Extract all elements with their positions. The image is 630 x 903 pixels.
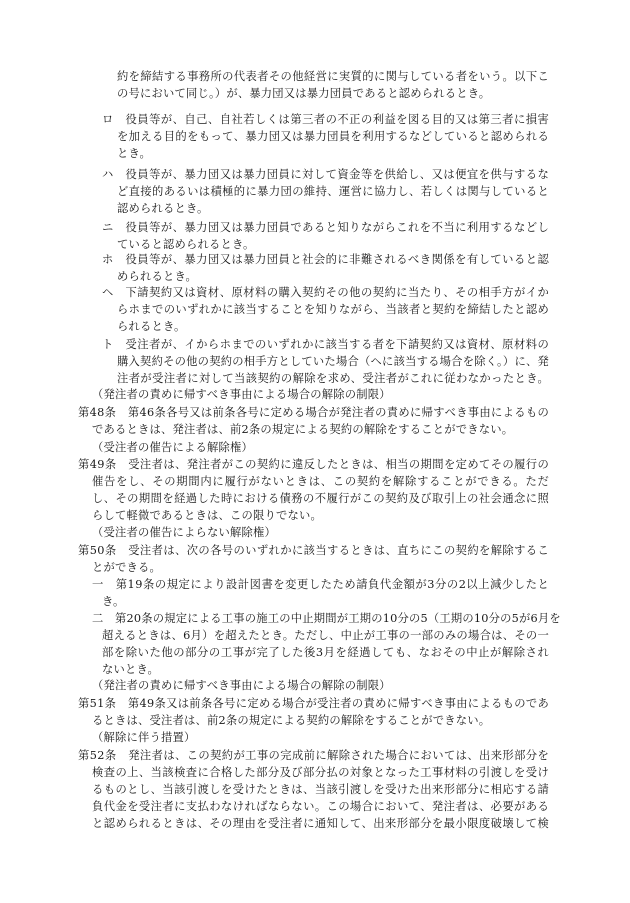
text-line: ど直接的あるいは積極的に暴力団の維持、運営に協力し、若しくは関与していると <box>117 185 550 198</box>
text-line: ないとき。 <box>102 663 160 676</box>
text-line: 第48条 第46条各号又は前条各号に定める場合が発注者の責めに帰すべき事由によるもの <box>78 406 550 419</box>
text-line: るときは、受注者は、前2条の規定による契約の解除をすることができない。 <box>92 714 491 727</box>
text-line: 注者が受注者に対して当該契約の解除を求め、受注者がこれに従わなかったとき。 <box>117 372 550 385</box>
text-line: と認められるときは、その理由を受注者に通知して、出来形部分を最小限度破壊して検 <box>92 817 550 830</box>
text-line: られるとき。 <box>117 320 186 333</box>
text-line: らして軽微であるときは、この限りでない。 <box>92 509 322 522</box>
text-line: （発注者の責めに帰すべき事由による場合の解除の制限） <box>92 679 391 692</box>
text-line: 超えるときは、6月）を超えたとき。ただし、中止が工事の一部のみの場合は、その一 <box>102 629 550 642</box>
text-line: 検査の上、当該検査に合格した部分及び部分払の対象となった工事材料の引渡しを受け <box>92 766 550 779</box>
text-line: ハ 役員等が、暴力団又は暴力団員に対して資金等を供給し、又は便宜を供与するな <box>102 168 550 181</box>
text-line: であるときは、発注者は、前2条の規定による契約の解除をすることができない。 <box>92 423 514 436</box>
text-line: ていると認められるとき。 <box>117 238 255 251</box>
text-line: 負代金を受注者に支払わなければならない。この場合において、発注者は、必要がある <box>92 800 550 813</box>
text-line: 約を締結する事務所の代表者その他経営に実質的に関与している者をいう。以下こ <box>117 70 550 83</box>
text-line: 第49条 受注者は、発注者がこの契約に違反したときは、相当の期間を定めてその履行の <box>78 458 550 471</box>
text-line: るものとし、当該引渡しを受けたときは、当該引渡しを受けた出来形部分に相応する請 <box>92 783 550 796</box>
text-line: を加える目的をもって、暴力団又は暴力団員を利用するなどしていると認められる <box>117 130 550 143</box>
text-line: ロ 役員等が、自己、自社若しくは第三者の不正の利益を図る目的又は第三者に損害 <box>102 113 550 126</box>
text-line: とき。 <box>117 147 152 160</box>
text-line: ト 受注者が、イからホまでのいずれかに該当する者を下請契約又は資材、原材料の <box>102 338 550 351</box>
text-line: ニ 役員等が、暴力団又は暴力団員であると知りながらこれを不当に利用するなどし <box>102 221 550 234</box>
text-line: 認められるとき。 <box>117 202 209 215</box>
text-line: ヘ 下請契約又は資材、原材料の購入契約その他の契約に当たり、その相手方がイか <box>102 286 550 299</box>
text-line: （発注者の責めに帰すべき事由による場合の解除の制限） <box>92 388 391 401</box>
text-line: （受注者の催告による解除権） <box>92 441 253 454</box>
text-line: （解除に伴う措置） <box>92 731 196 744</box>
text-line: 第50条 受注者は、次の各号のいずれかに該当するときは、直ちにこの契約を解除するこ <box>78 544 550 557</box>
text-line: （受注者の催告によらない解除権） <box>92 526 276 539</box>
text-line: 催告をし、その期間内に履行がないときは、この契約を解除することができる。ただ <box>92 475 550 488</box>
text-line: し、その期間を経過した時における債務の不履行がこの契約及び取引上の社会通念に照 <box>92 492 550 505</box>
text-line: 購入契約その他の契約の相手方としていた場合（ヘに該当する場合を除く。）に、発 <box>117 355 550 368</box>
text-line: 第51条 第49条又は前条各号に定める場合が受注者の責めに帰すべき事由によるものであ <box>78 697 550 710</box>
text-line: とができる。 <box>92 561 161 574</box>
text-line: き。 <box>102 595 125 608</box>
text-line: められるとき。 <box>117 270 198 283</box>
text-line: 部を除いた他の部分の工事が完了した後3月を経過しても、なおその中止が解除され <box>102 646 550 659</box>
text-line: らホまでのいずれかに該当することを知りながら、当該者と契約を締結したと認め <box>117 303 550 316</box>
text-line: の号において同じ。）が、暴力団又は暴力団員であると認められるとき。 <box>117 87 491 100</box>
text-line: 一 第19条の規定により設計図書を変更したため請負代金額が3分の2以上減少したと <box>92 578 550 591</box>
text-line: 二 第20条の規定による工事の施工の中止期間が工期の10分の5（工期の10分の5が6月を <box>92 612 561 625</box>
text-line: 第52条 発注者は、この契約が工事の完成前に解除された場合においては、出来形部分を <box>78 749 550 762</box>
text-line: ホ 役員等が、暴力団又は暴力団員と社会的に非難されるべき関係を有していると認 <box>102 253 550 266</box>
